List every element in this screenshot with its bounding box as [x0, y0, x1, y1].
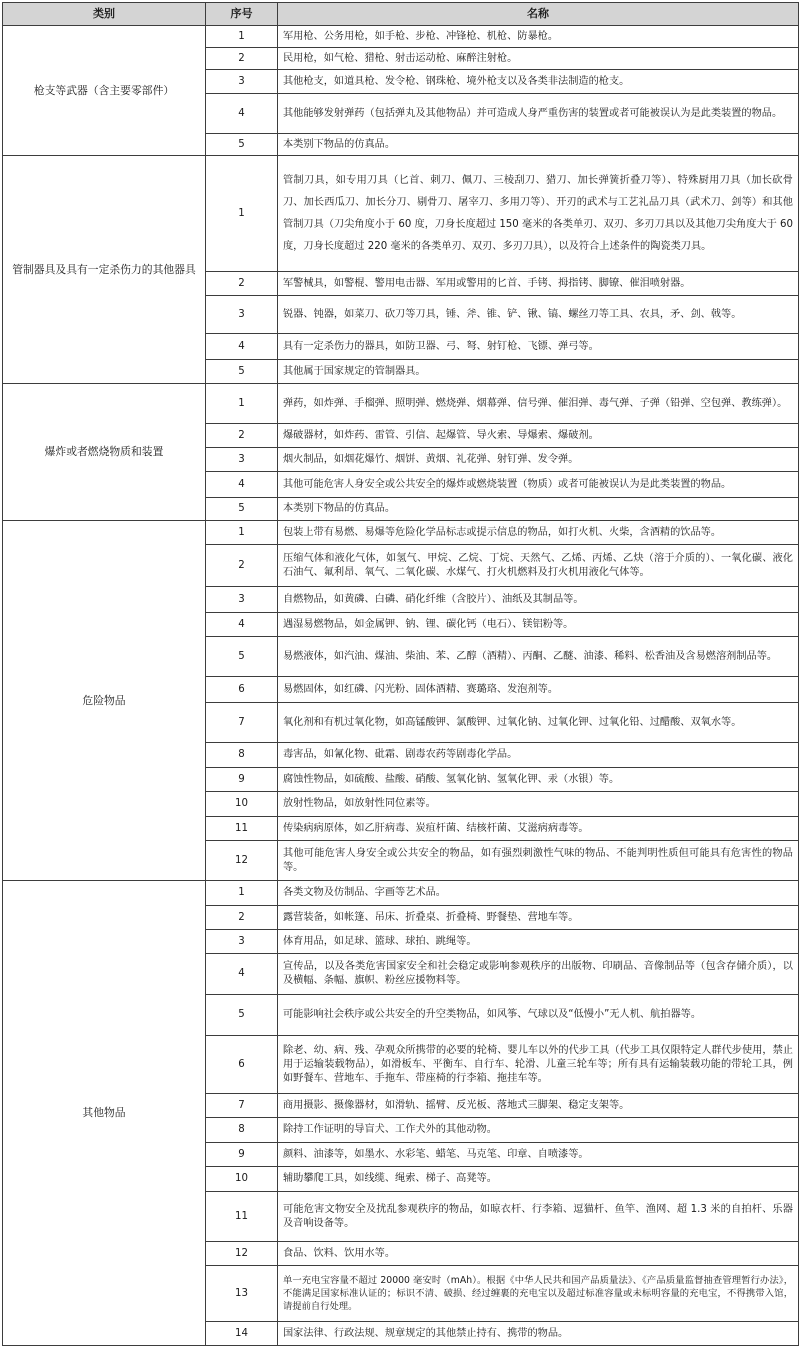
row-number: 9	[206, 1143, 278, 1167]
item-description: 颜料、油漆等，如墨水、水彩笔、蜡笔、马克笔、印章、自喷漆等。	[278, 1143, 799, 1167]
item-description: 易燃固体，如红磷、闪光粉、固体酒精、赛璐珞、发泡剂等。	[278, 677, 799, 703]
row-number: 12	[206, 841, 278, 881]
row-number: 1	[206, 881, 278, 906]
item-description: 本类别下物品的仿真品。	[278, 134, 799, 156]
row-number: 1	[206, 521, 278, 545]
category-cell-hazardous: 危险物品	[3, 521, 206, 881]
item-description: 传染病病原体，如乙肝病毒、炭疽杆菌、结核杆菌、艾滋病病毒等。	[278, 817, 799, 841]
row-number: 9	[206, 768, 278, 792]
header-category: 类别	[3, 3, 206, 26]
item-description: 除持工作证明的导盲犬、工作犬外的其他动物。	[278, 1118, 799, 1143]
item-description: 除老、幼、病、残、孕观众所携带的必要的轮椅、婴儿车以外的代步工具（代步工具仅限特定人群代步使用，禁止用于运输装载物品），如滑板车、平衡车、自行车、轮滑、儿童三轮车等；所有具有运输装载功能的带轮工具，例如野餐车、营地车、手拖车、带座椅的行李箱、拖挂车等。	[278, 1036, 799, 1094]
row-number: 3	[206, 70, 278, 94]
row-number: 2	[206, 545, 278, 587]
item-description: 民用枪，如气枪、猎枪、射击运动枪、麻醉注射枪。	[278, 48, 799, 70]
item-description: 其他可能危害人身安全或公共安全的物品，如有强烈刺激性气味的物品、不能判明性质但可能具有危害性的物品等。	[278, 841, 799, 881]
row-number: 4	[206, 613, 278, 637]
row-number: 6	[206, 677, 278, 703]
row-number: 4	[206, 94, 278, 134]
row-number: 8	[206, 1118, 278, 1143]
row-number: 5	[206, 637, 278, 677]
item-description: 弹药，如炸弹、手榴弹、照明弹、燃烧弹、烟幕弹、信号弹、催泪弹、毒气弹、子弹（铅弹、空包弹、教练弹）。	[278, 384, 799, 424]
row-number: 14	[206, 1322, 278, 1346]
table-row	[3, 384, 799, 424]
row-number: 3	[206, 587, 278, 613]
row-number: 3	[206, 930, 278, 954]
item-description: 烟火制品，如烟花爆竹、烟饼、黄烟、礼花弹、射钉弹、发令弹。	[278, 448, 799, 472]
header-number: 序号	[206, 3, 278, 26]
row-number: 5	[206, 995, 278, 1036]
table-row	[3, 26, 799, 48]
item-description: 食品、饮料、饮用水等。	[278, 1242, 799, 1266]
item-description: 管制刀具，如专用刀具（匕首、刺刀、佩刀、三棱刮刀、猎刀、加长弹簧折叠刀等）、特殊厨用刀具（加长砍骨刀、加长西瓜刀、加长分刀、剔骨刀、屠宰刀、多用刀等）、开刃的武术与工艺礼品刀具（武术刀、剑等）和其他管制刀具（刀尖角度小于 60 度，刀身长度超过 150 毫米的各类单刃、双刃、多刃刀具以及其他刀尖角度大于 60 度，刀身长度超过 220 毫米的各类单刃、双刃、多刃刀具），以及符合上述条件的陶瓷类刀具。	[278, 156, 799, 272]
row-number: 8	[206, 743, 278, 768]
item-description: 放射性物品，如放射性同位素等。	[278, 792, 799, 817]
category-cell-other: 其他物品	[3, 881, 206, 1346]
item-description: 自燃物品，如黄磷、白磷、硝化纤维（含胶片）、油纸及其制品等。	[278, 587, 799, 613]
item-description: 可能影响社会秩序或公共安全的升空类物品，如风筝、气球以及“低慢小”无人机、航拍器等。	[278, 995, 799, 1036]
item-description: 具有一定杀伤力的器具，如防卫器、弓、弩、射钉枪、飞镖、弹弓等。	[278, 334, 799, 360]
item-description: 包装上带有易燃、易爆等危险化学品标志或提示信息的物品，如打火机、火柴，含酒精的饮品等。	[278, 521, 799, 545]
header-row	[3, 3, 799, 26]
header-name: 名称	[278, 3, 799, 26]
item-description: 爆破器材，如炸药、雷管、引信、起爆管、导火索、导爆索、爆破剂。	[278, 424, 799, 448]
item-description: 体育用品，如足球、篮球、球拍、跳绳等。	[278, 930, 799, 954]
category-cell-controlled-tools: 管制器具及具有一定杀伤力的其他器具	[3, 156, 206, 384]
item-description: 宣传品，以及各类危害国家安全和社会稳定或影响参观秩序的出版物、印刷品、音像制品等（包含存储介质），以及横幅、条幅、旗帜、粉丝应援物料等。	[278, 954, 799, 995]
row-number: 7	[206, 1094, 278, 1118]
item-description: 商用摄影、摄像器材，如滑轨、摇臂、反光板、落地式三脚架、稳定支架等。	[278, 1094, 799, 1118]
row-number: 2	[206, 48, 278, 70]
item-description: 易燃液体，如汽油、煤油、柴油、苯、乙醇（酒精）、丙酮、乙醚、油漆、稀料、松香油及含易燃溶剂制品等。	[278, 637, 799, 677]
row-number: 10	[206, 792, 278, 817]
item-description: 其他属于国家规定的管制器具。	[278, 360, 799, 384]
item-description: 毒害品，如氰化物、砒霜、剧毒农药等剧毒化学品。	[278, 743, 799, 768]
row-number: 7	[206, 703, 278, 743]
prohibited-items-sheet	[2, 2, 798, 1339]
item-description: 氧化剂和有机过氧化物，如高锰酸钾、氯酸钾、过氧化钠、过氧化钾、过氧化铅、过醋酸、双氧水等。	[278, 703, 799, 743]
category-cell-explosives: 爆炸或者燃烧物质和装置	[3, 384, 206, 521]
item-description: 可能危害文物安全及扰乱参观秩序的物品，如晾衣杆、行李箱、逗猫杆、鱼竿、渔网、超 1.3 米的自拍杆、乐器及音响设备等。	[278, 1192, 799, 1242]
item-description: 遇湿易燃物品，如金属钾、钠、锂、碳化钙（电石）、镁铝粉等。	[278, 613, 799, 637]
item-description: 国家法律、行政法规、规章规定的其他禁止持有、携带的物品。	[278, 1322, 799, 1346]
item-description: 单一充电宝容量不超过 20000 毫安时（mAh）。根据《中华人民共和国产品质量法》、《产品质量监督抽查管理暂行办法》，不能满足国家标准认证的；标识不清、破损、经过缠裹的充电宝以及超过标准容量或未标明容量的充电宝，不得携带入馆，请提前自行处理。	[278, 1266, 799, 1322]
row-number: 4	[206, 472, 278, 498]
item-description: 压缩气体和液化气体，如氢气、甲烷、乙烷、丁烷、天然气、乙烯、丙烯、乙炔（溶于介质的）、一氧化碳、液化石油气、氟利昂、氧气、二氧化碳、水煤气、打火机燃料及打火机用液化气体等。	[278, 545, 799, 587]
row-number: 6	[206, 1036, 278, 1094]
row-number: 11	[206, 1192, 278, 1242]
row-number: 5	[206, 360, 278, 384]
item-description: 其他可能危害人身安全或公共安全的爆炸或燃烧装置（物质）或者可能被误认为是此类装置的物品。	[278, 472, 799, 498]
table-row	[3, 521, 799, 545]
row-number: 12	[206, 1242, 278, 1266]
row-number: 2	[206, 906, 278, 930]
item-description: 腐蚀性物品，如硫酸、盐酸、硝酸、氢氧化钠、氢氧化钾、汞（水银）等。	[278, 768, 799, 792]
row-number: 2	[206, 272, 278, 296]
row-number: 5	[206, 498, 278, 521]
row-number: 3	[206, 296, 278, 334]
row-number: 4	[206, 334, 278, 360]
table-row	[3, 156, 799, 272]
row-number: 3	[206, 448, 278, 472]
item-description: 露营装备，如帐篷、吊床、折叠桌、折叠椅、野餐垫、营地车等。	[278, 906, 799, 930]
item-description: 其他能够发射弹药（包括弹丸及其他物品）并可造成人身严重伤害的装置或者可能被误认为是此类装置的物品。	[278, 94, 799, 134]
item-description: 其他枪支，如道具枪、发令枪、钢珠枪、境外枪支以及各类非法制造的枪支。	[278, 70, 799, 94]
row-number: 1	[206, 156, 278, 272]
item-description: 军警械具，如警棍、警用电击器、军用或警用的匕首、手铐、拇指铐、脚镣、催泪喷射器。	[278, 272, 799, 296]
row-number: 1	[206, 26, 278, 48]
row-number: 2	[206, 424, 278, 448]
item-description: 本类别下物品的仿真品。	[278, 498, 799, 521]
item-description: 各类文物及仿制品、字画等艺术品。	[278, 881, 799, 906]
prohibited-items-table	[2, 2, 799, 1346]
item-description: 辅助攀爬工具，如线缆、绳索、梯子、高凳等。	[278, 1167, 799, 1192]
row-number: 11	[206, 817, 278, 841]
category-cell-firearms: 枪支等武器（含主要零部件）	[3, 26, 206, 156]
item-description: 锐器、钝器，如菜刀、砍刀等刀具，锤、斧、锥、铲、锹、镐、螺丝刀等工具、农具，矛、剑、戟等。	[278, 296, 799, 334]
table-row	[3, 881, 799, 906]
row-number: 4	[206, 954, 278, 995]
row-number: 13	[206, 1266, 278, 1322]
row-number: 5	[206, 134, 278, 156]
item-description: 军用枪、公务用枪，如手枪、步枪、冲锋枪、机枪、防暴枪。	[278, 26, 799, 48]
row-number: 10	[206, 1167, 278, 1192]
row-number: 1	[206, 384, 278, 424]
